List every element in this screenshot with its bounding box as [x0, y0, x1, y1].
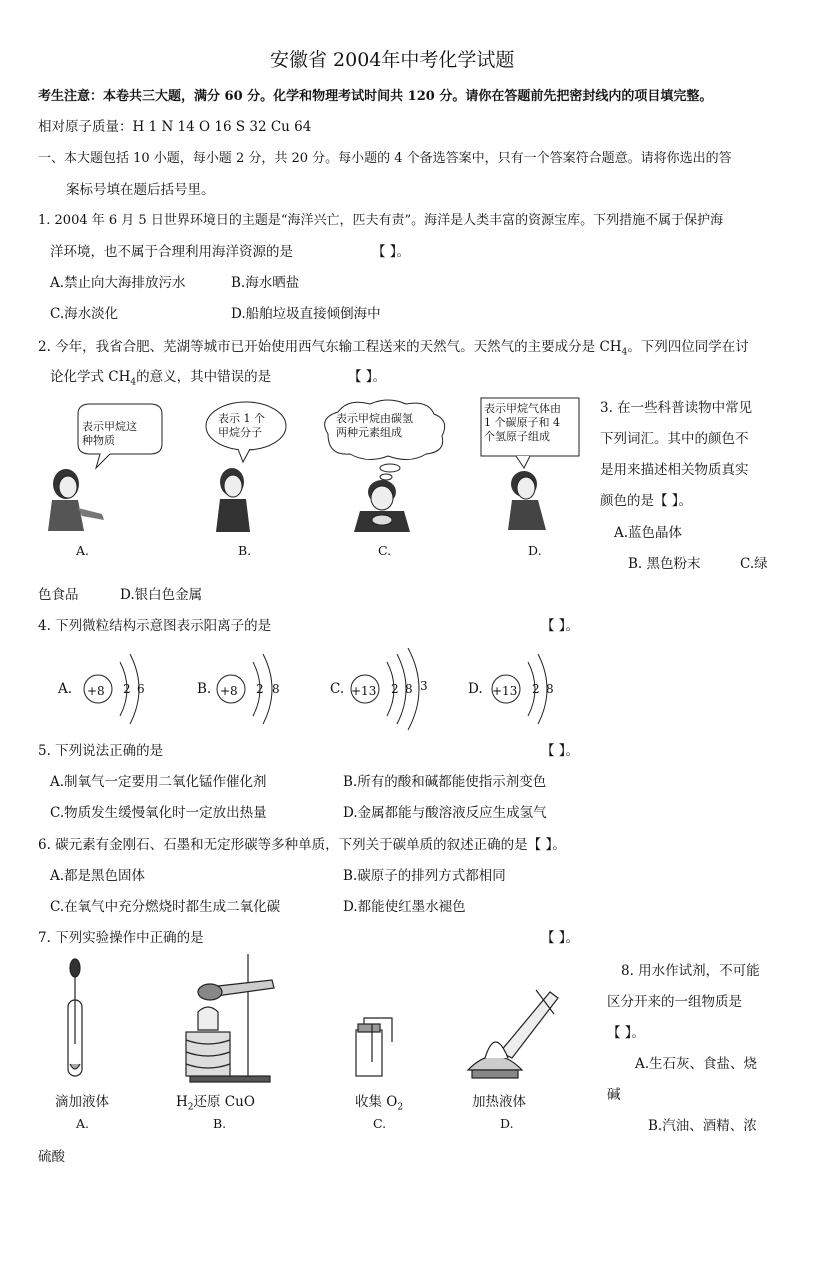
student-d-figure — [508, 471, 546, 530]
q1-line2: 洋环境，也不属于合理利用海洋资源的是 — [50, 244, 293, 260]
q7-label-c: C. — [373, 1116, 387, 1131]
q4-d-nucleus: +13 — [492, 684, 518, 698]
q4-c-shell3: 3 — [420, 679, 428, 693]
heating-liquid-apparatus — [468, 990, 558, 1078]
q2-label-a: A. — [76, 543, 90, 558]
q8-option-a-head: A.生石灰、食盐、烧 — [635, 1056, 758, 1072]
q4-a-shell1: 2 — [123, 682, 131, 696]
q7-stem: 7. 下列实验操作中正确的是 — [38, 930, 204, 946]
q7-answer-bracket: 【 】。 — [541, 930, 580, 946]
bubble-b-text: 表示 1 个 甲烷分子 — [218, 412, 265, 439]
q4-label-d: D. — [468, 681, 483, 697]
gas-collecting-bottle — [356, 1018, 392, 1076]
q3-option-c-head: C.绿 — [740, 556, 768, 572]
q4-b-nucleus: +8 — [220, 684, 238, 698]
atomic-mass-line: 相对原子质量：H 1 N 14 O 16 S 32 Cu 64 — [38, 119, 312, 135]
q4-label-a: A. — [58, 681, 73, 697]
q8-line3: 【 】。 — [607, 1025, 646, 1041]
q7-label-d: D. — [500, 1116, 514, 1131]
q1-option-a: A.禁止向大海排放污水 — [50, 275, 186, 291]
q2-label-c: C. — [378, 543, 392, 558]
q4-label-b: B. — [197, 681, 212, 697]
q1-line1: 1. 2004 年 6 月 5 日世界环境日的主题是“海洋兴亡，匹夫有责”。海洋是人类丰富的资源宝库。下列措施不属于保护海 — [38, 213, 724, 228]
q3-line2: 下列词汇。其中的颜色不 — [600, 431, 749, 447]
page-title: 安徽省 2004年中考化学试题 — [270, 49, 515, 71]
h2-reduction-apparatus — [186, 954, 274, 1082]
q4-d-shell1: 2 — [532, 682, 540, 696]
q4-b-shell1: 2 — [256, 682, 264, 696]
q7-caption-b: $H_2$还原 CuO — [176, 1094, 255, 1113]
bubble-c-text: 表示甲烷由碳氢 两种元素组成 — [336, 412, 413, 439]
q8-line2: 区分开来的一组物质是 — [607, 994, 742, 1010]
bubble-d-text: 表示甲烷气体由 1 个碳原子和 4 个氢原子组成 — [484, 402, 561, 443]
q7-caption-a: 滴加液体 — [55, 1094, 109, 1110]
q6-option-b: B.碳原子的排列方式都相同 — [343, 868, 506, 884]
q6-option-c: C.在氧气中充分燃烧时都生成二氧化碳 — [50, 899, 281, 915]
q4-b-shell2: 8 — [272, 682, 280, 696]
q5-option-c: C.物质发生缓慢氧化时一定放出热量 — [50, 805, 267, 821]
q4-c-shell2: 8 — [405, 682, 413, 696]
q8-option-b-tail: 硫酸 — [38, 1149, 65, 1165]
q2-label-b: B. — [238, 543, 252, 558]
q1-option-c: C.海水淡化 — [50, 306, 119, 322]
bubble-a-text: 表示甲烷这 种物质 — [82, 420, 137, 447]
q3-line4: 颜色的是【 】。 — [600, 493, 693, 509]
q5-option-a: A.制氧气一定要用二氧化锰作催化剂 — [50, 774, 267, 790]
q8-option-b-head: B.汽油、酒精、浓 — [648, 1118, 757, 1134]
exam-notice: 考生注意：本卷共三大题，满分 60 分。化学和物理考试时间共 120 分。请你在答题前先把密封线内的项目填完整。 — [38, 89, 713, 104]
q4-a-nucleus: +8 — [87, 684, 105, 698]
q7-apparatus-illustration — [40, 952, 610, 1087]
q6-option-d: D.都能使红墨水褪色 — [343, 899, 466, 915]
q4-answer-bracket: 【 】。 — [541, 618, 580, 634]
student-b-figure — [216, 468, 250, 532]
q3-option-b: B. 黑色粉末 — [628, 556, 701, 572]
q4-a-shell2: 6 — [137, 682, 145, 696]
section1-line2: 案标号填在题后括号里。 — [66, 182, 215, 198]
q5-option-b: B.所有的酸和碱都能使指示剂变色 — [343, 774, 547, 790]
q8-line1: 8. 用水作试剂，不可能 — [621, 963, 760, 979]
q6-stem: 6. 碳元素有金刚石、石墨和无定形碳等多种单质，下列关于碳单质的叙述正确的是【 】。 — [38, 837, 566, 853]
q3-option-c-tail: 色食品 — [38, 587, 79, 603]
q4-stem: 4. 下列微粒结构示意图表示阳离子的是 — [38, 618, 272, 634]
q3-line3: 是用来描述相关物质真实 — [600, 462, 749, 478]
q3-line1: 3. 在一些科普读物中常见 — [600, 400, 753, 416]
q4-label-c: C. — [330, 681, 345, 697]
student-a-figure — [48, 469, 104, 531]
q2-label-d: D. — [528, 543, 542, 558]
q5-option-d: D.金属都能与酸溶液反应生成氢气 — [343, 805, 547, 821]
dropper-test-tube — [68, 959, 82, 1076]
q2-answer-bracket: 【 】。 — [348, 369, 387, 385]
q4-d-shell2: 8 — [546, 682, 554, 696]
q1-answer-bracket: 【 】。 — [372, 244, 411, 260]
q1-option-b: B.海水晒盐 — [231, 275, 300, 291]
q5-answer-bracket: 【 】。 — [541, 743, 580, 759]
q2-line1: 2. 今年，我省合肥、芜湖等城市已开始使用西气东输工程送来的天然气。天然气的主要成分是 $CH_4$。下列四位同学在讨 — [38, 339, 749, 358]
q3-option-a: A.蓝色晶体 — [614, 525, 683, 541]
q4-c-nucleus: +13 — [351, 684, 377, 698]
q7-caption-c: 收集 $O_2$ — [355, 1094, 404, 1113]
q3-option-d: D.银白色金属 — [120, 587, 203, 603]
q7-label-a: A. — [76, 1116, 90, 1131]
student-c-figure — [354, 480, 410, 532]
q5-stem: 5. 下列说法正确的是 — [38, 743, 164, 759]
section1-line1: 一、本大题包括 10 小题，每小题 2 分，共 20 分。每小题的 4 个备选答案中，只有一个答案符合题意。请将你选出的答 — [38, 151, 732, 166]
q6-option-a: A.都是黑色固体 — [50, 868, 146, 884]
q7-caption-d: 加热液体 — [472, 1094, 526, 1110]
q1-option-d: D.船舶垃圾直接倾倒海中 — [231, 306, 381, 322]
q8-option-a-tail: 碱 — [607, 1087, 621, 1103]
q4-c-shell1: 2 — [391, 682, 399, 696]
q2-line2: 论化学式 $CH_4$的意义，其中错误的是 — [50, 369, 272, 388]
q7-label-b: B. — [213, 1116, 227, 1131]
